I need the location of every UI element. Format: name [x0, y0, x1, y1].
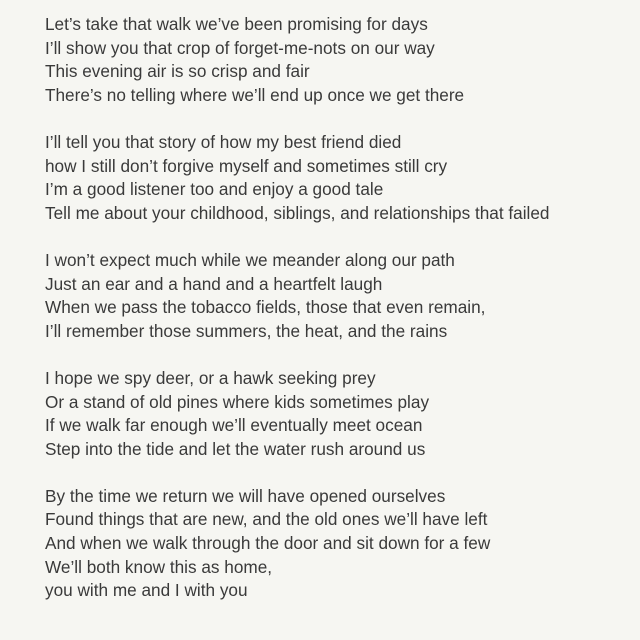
stanza-1	[45, 13, 625, 107]
poem-line: When we pass the tobacco fields, those that even remain,	[45, 297, 486, 318]
poem-line: Or a stand of old pines where kids sometimes play	[45, 391, 430, 412]
poem-line: By the time we return we will have opened ourselves	[45, 485, 446, 506]
poem-line: I’ll show you that crop of forget-me-nots on our way	[45, 37, 435, 58]
poem-line: Tell me about your childhood, siblings, and relationships that failed	[45, 202, 550, 223]
poem-line: Found things that are new, and the old ones we’ll have left	[45, 509, 488, 530]
poem-line: I hope we spy deer, or a hawk seeking prey	[45, 367, 376, 388]
poem-line: how I still don’t forgive myself and sometimes still cry	[45, 155, 448, 176]
poem-line: We’ll both know this as home,	[45, 556, 273, 577]
poem-line: And when we walk through the door and sit down for a few	[45, 533, 491, 554]
poem-line: This evening air is so crisp and fair	[45, 61, 310, 82]
poem-line: Let’s take that walk we’ve been promising for days	[45, 14, 428, 34]
stanza-2	[45, 131, 625, 225]
poem-line: I’m a good listener too and enjoy a good tale	[45, 179, 384, 200]
poem-line: Just an ear and a hand and a heartfelt laugh	[45, 273, 383, 294]
poem-line: you with me and I with you	[45, 580, 248, 601]
poem-line: I won’t expect much while we meander along our path	[45, 249, 455, 270]
poem-text	[45, 13, 625, 603]
stanza-3	[45, 249, 625, 343]
poem-line: There’s no telling where we’ll end up once we get there	[45, 84, 465, 105]
stanza-4	[45, 367, 625, 461]
stanza-5	[45, 485, 625, 603]
poem-line: Step into the tide and let the water rush around us	[45, 438, 426, 459]
poem-line: If we walk far enough we’ll eventually meet ocean	[45, 415, 423, 436]
poem-line: I’ll remember those summers, the heat, and the rains	[45, 320, 448, 341]
poem-line: I’ll tell you that story of how my best friend died	[45, 131, 402, 152]
